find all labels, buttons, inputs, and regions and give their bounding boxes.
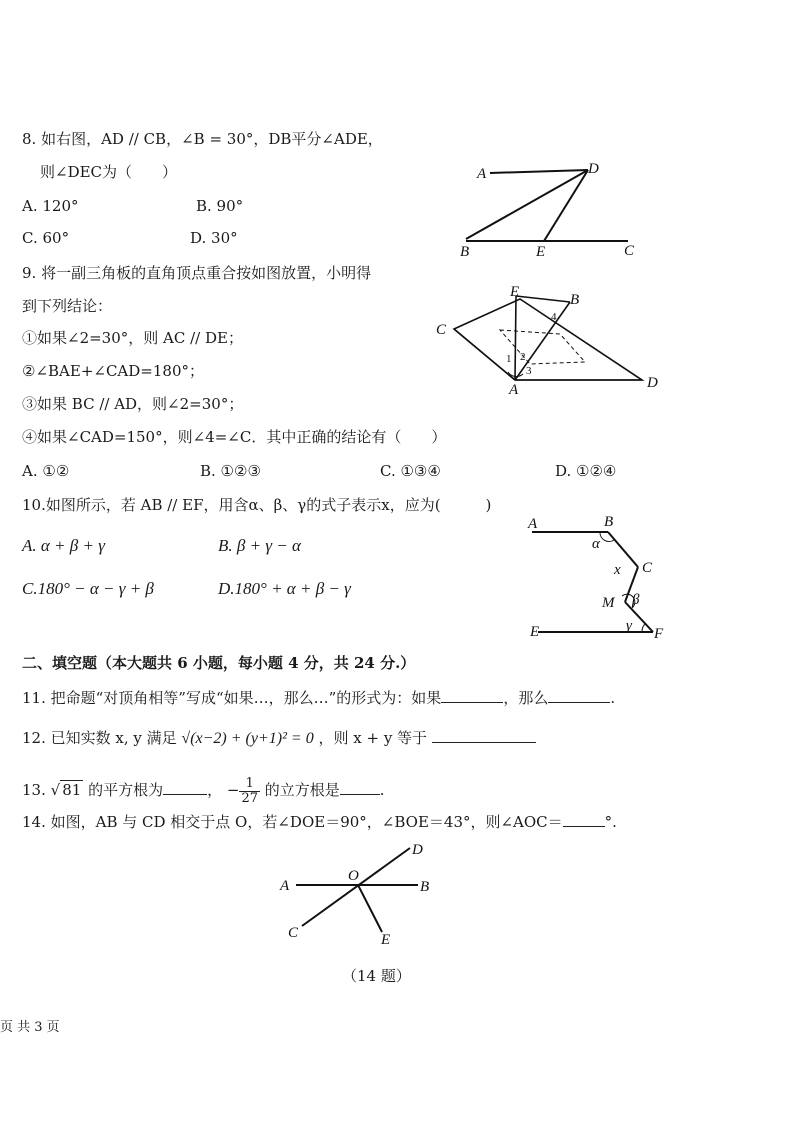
q10-label-a: A [528, 516, 538, 532]
q10-stem: 10.如图所示，若 AB // EF，用含α、β、γ的式子表示x，应为( ) [22, 496, 492, 514]
q8-option-c: C. 60° [22, 229, 70, 247]
q13: 13. √ 81 的平方根为 ， − $\frac{1}{27}$ 的立方根是 . [22, 775, 385, 806]
q9-conclusion-2: ②∠BAE+∠CAD=180°； [22, 362, 204, 380]
q12-part2: ，则 x + y 等于 [318, 729, 428, 747]
q10-label-x: x [614, 562, 621, 578]
q14-line-oe [358, 885, 382, 932]
q9-option-d: D. ①②④ [555, 462, 617, 480]
q13-fraction [239, 777, 260, 806]
q8-line-ad [490, 170, 588, 173]
q9-stem: 9. 将一副三角板的直角顶点重合按如图放置，小明得 [22, 264, 372, 282]
q8-option-d: D. 30° [190, 229, 238, 247]
q12-part1: 12. 已知实数 x, y 满足 [22, 729, 177, 747]
q14-caption: （14 题） [342, 967, 411, 985]
q10-label-b: B [604, 514, 614, 530]
q9-label-c: C [436, 322, 447, 338]
q14-label-a: A [280, 878, 290, 894]
q14-label-b: B [420, 879, 430, 895]
q8-label-e: E [536, 244, 546, 260]
q8-stem: 8. 如右图，AD // CB，∠B = 30°，DB平分∠ADE， [22, 130, 383, 148]
q8-label-b: B [460, 244, 470, 260]
q12 [22, 728, 536, 749]
q8-option-a: A. 120° [22, 197, 79, 215]
q14-line-cd [302, 848, 410, 926]
q10-option-c: C.180° − α − γ + β [22, 579, 154, 598]
q9-conclusion-3: ③如果 BC // AD，则∠2=30°； [22, 395, 244, 413]
section-2-title: 二、填空题（本大题共 6 小题，每小题 4 分，共 24 分.） [22, 654, 416, 672]
q12-expression: √(x−2) + (y+1)² = 0 [181, 730, 314, 747]
q9-line-ea [515, 296, 516, 380]
q9-label-1: 1 [506, 353, 512, 365]
q9-conclusion-4: ④如果∠CAD=150°，则∠4=∠C．其中正确的结论有（ ） [22, 428, 447, 446]
q10-option-b: B. β + γ − α [218, 536, 301, 555]
q9-stem-2: 到下列结论： [22, 297, 113, 315]
q13-sqrt: √ 81 [50, 781, 82, 799]
q9-label-2: 2 [520, 351, 526, 363]
q11-blank-1[interactable] [441, 688, 503, 703]
page-footer: 页 共 3 页 [0, 1020, 60, 1035]
q10-label-alpha: α [592, 536, 600, 552]
q14-tail: °. [604, 813, 617, 831]
q9-option-a: A. ①② [22, 462, 70, 480]
q10-label-gamma: γ [626, 618, 632, 634]
q14-label-e: E [381, 932, 391, 948]
q10-label-f: F [654, 626, 664, 642]
q9-label-4: 4 [551, 311, 557, 323]
q11-part1: 11. 把命题“对顶角相等”写成“如果…，那么…”的形式为：如果 [22, 689, 442, 707]
q8-figure [460, 155, 650, 265]
q9-label-b: B [570, 292, 580, 308]
q9-label-3: 3 [526, 365, 532, 377]
q13-blank-1[interactable] [163, 780, 207, 795]
q9-label-d: D [647, 375, 658, 391]
q9-label-e: E [510, 284, 520, 300]
q14 [22, 812, 617, 832]
q13-frac-num: 1 [239, 777, 260, 792]
q10-label-m: M [602, 595, 615, 611]
q10-label-c: C [642, 560, 653, 576]
q8-label-c: C [624, 243, 635, 259]
q14-blank[interactable] [563, 812, 605, 827]
q8-label-a: A [477, 166, 487, 182]
q9-label-a: A [509, 382, 519, 398]
q9-conclusion-1: ①如果∠2=30°，则 AC // DE； [22, 329, 243, 347]
q12-blank[interactable] [432, 728, 536, 743]
q9-option-b: B. ①②③ [200, 462, 261, 480]
q13-sqrt-arg: 81 [62, 781, 82, 799]
q13-part4: . [379, 781, 385, 799]
q11-blank-2[interactable] [548, 688, 610, 703]
q14-label-c: C [288, 925, 299, 941]
q8-label-d: D [588, 161, 599, 177]
q14-label-d: D [412, 842, 423, 858]
q13-frac-den: 27 [241, 790, 258, 806]
q13-part1: 13. [22, 781, 46, 799]
q9-dashed-shape [500, 330, 585, 364]
q10-label-e: E [530, 624, 540, 640]
q10-figure [520, 510, 680, 650]
q10-line-bc [608, 532, 638, 567]
q10-option-d: D.180° + α + β − γ [218, 579, 351, 598]
q14-text: 14. 如图，AB 与 CD 相交于点 O，若∠DOE＝90°，∠BOE＝43°，则∠AOC＝ [22, 813, 563, 831]
q8-line-de [544, 170, 588, 241]
q9-triangle-cad [454, 299, 642, 380]
q14-figure [278, 838, 438, 953]
q8-option-b: B. 90° [196, 197, 244, 215]
q13-part2: 的平方根为 [88, 781, 164, 799]
q14-label-o: O [348, 868, 359, 884]
q11-part2: ，那么 [503, 689, 549, 707]
q9-figure [430, 282, 670, 397]
q9-option-c: C. ①③④ [380, 462, 441, 480]
q11 [22, 688, 615, 708]
q10-option-a: A. α + β + γ [22, 536, 105, 555]
q11-part3: . [610, 689, 616, 707]
q13-frac-sign: − [226, 781, 240, 799]
q13-blank-2[interactable] [340, 780, 380, 795]
q10-label-beta: β [632, 592, 640, 608]
q8-stem-2: 则∠DEC为（ ） [40, 163, 178, 181]
q13-part3: 的立方根是 [264, 781, 340, 799]
